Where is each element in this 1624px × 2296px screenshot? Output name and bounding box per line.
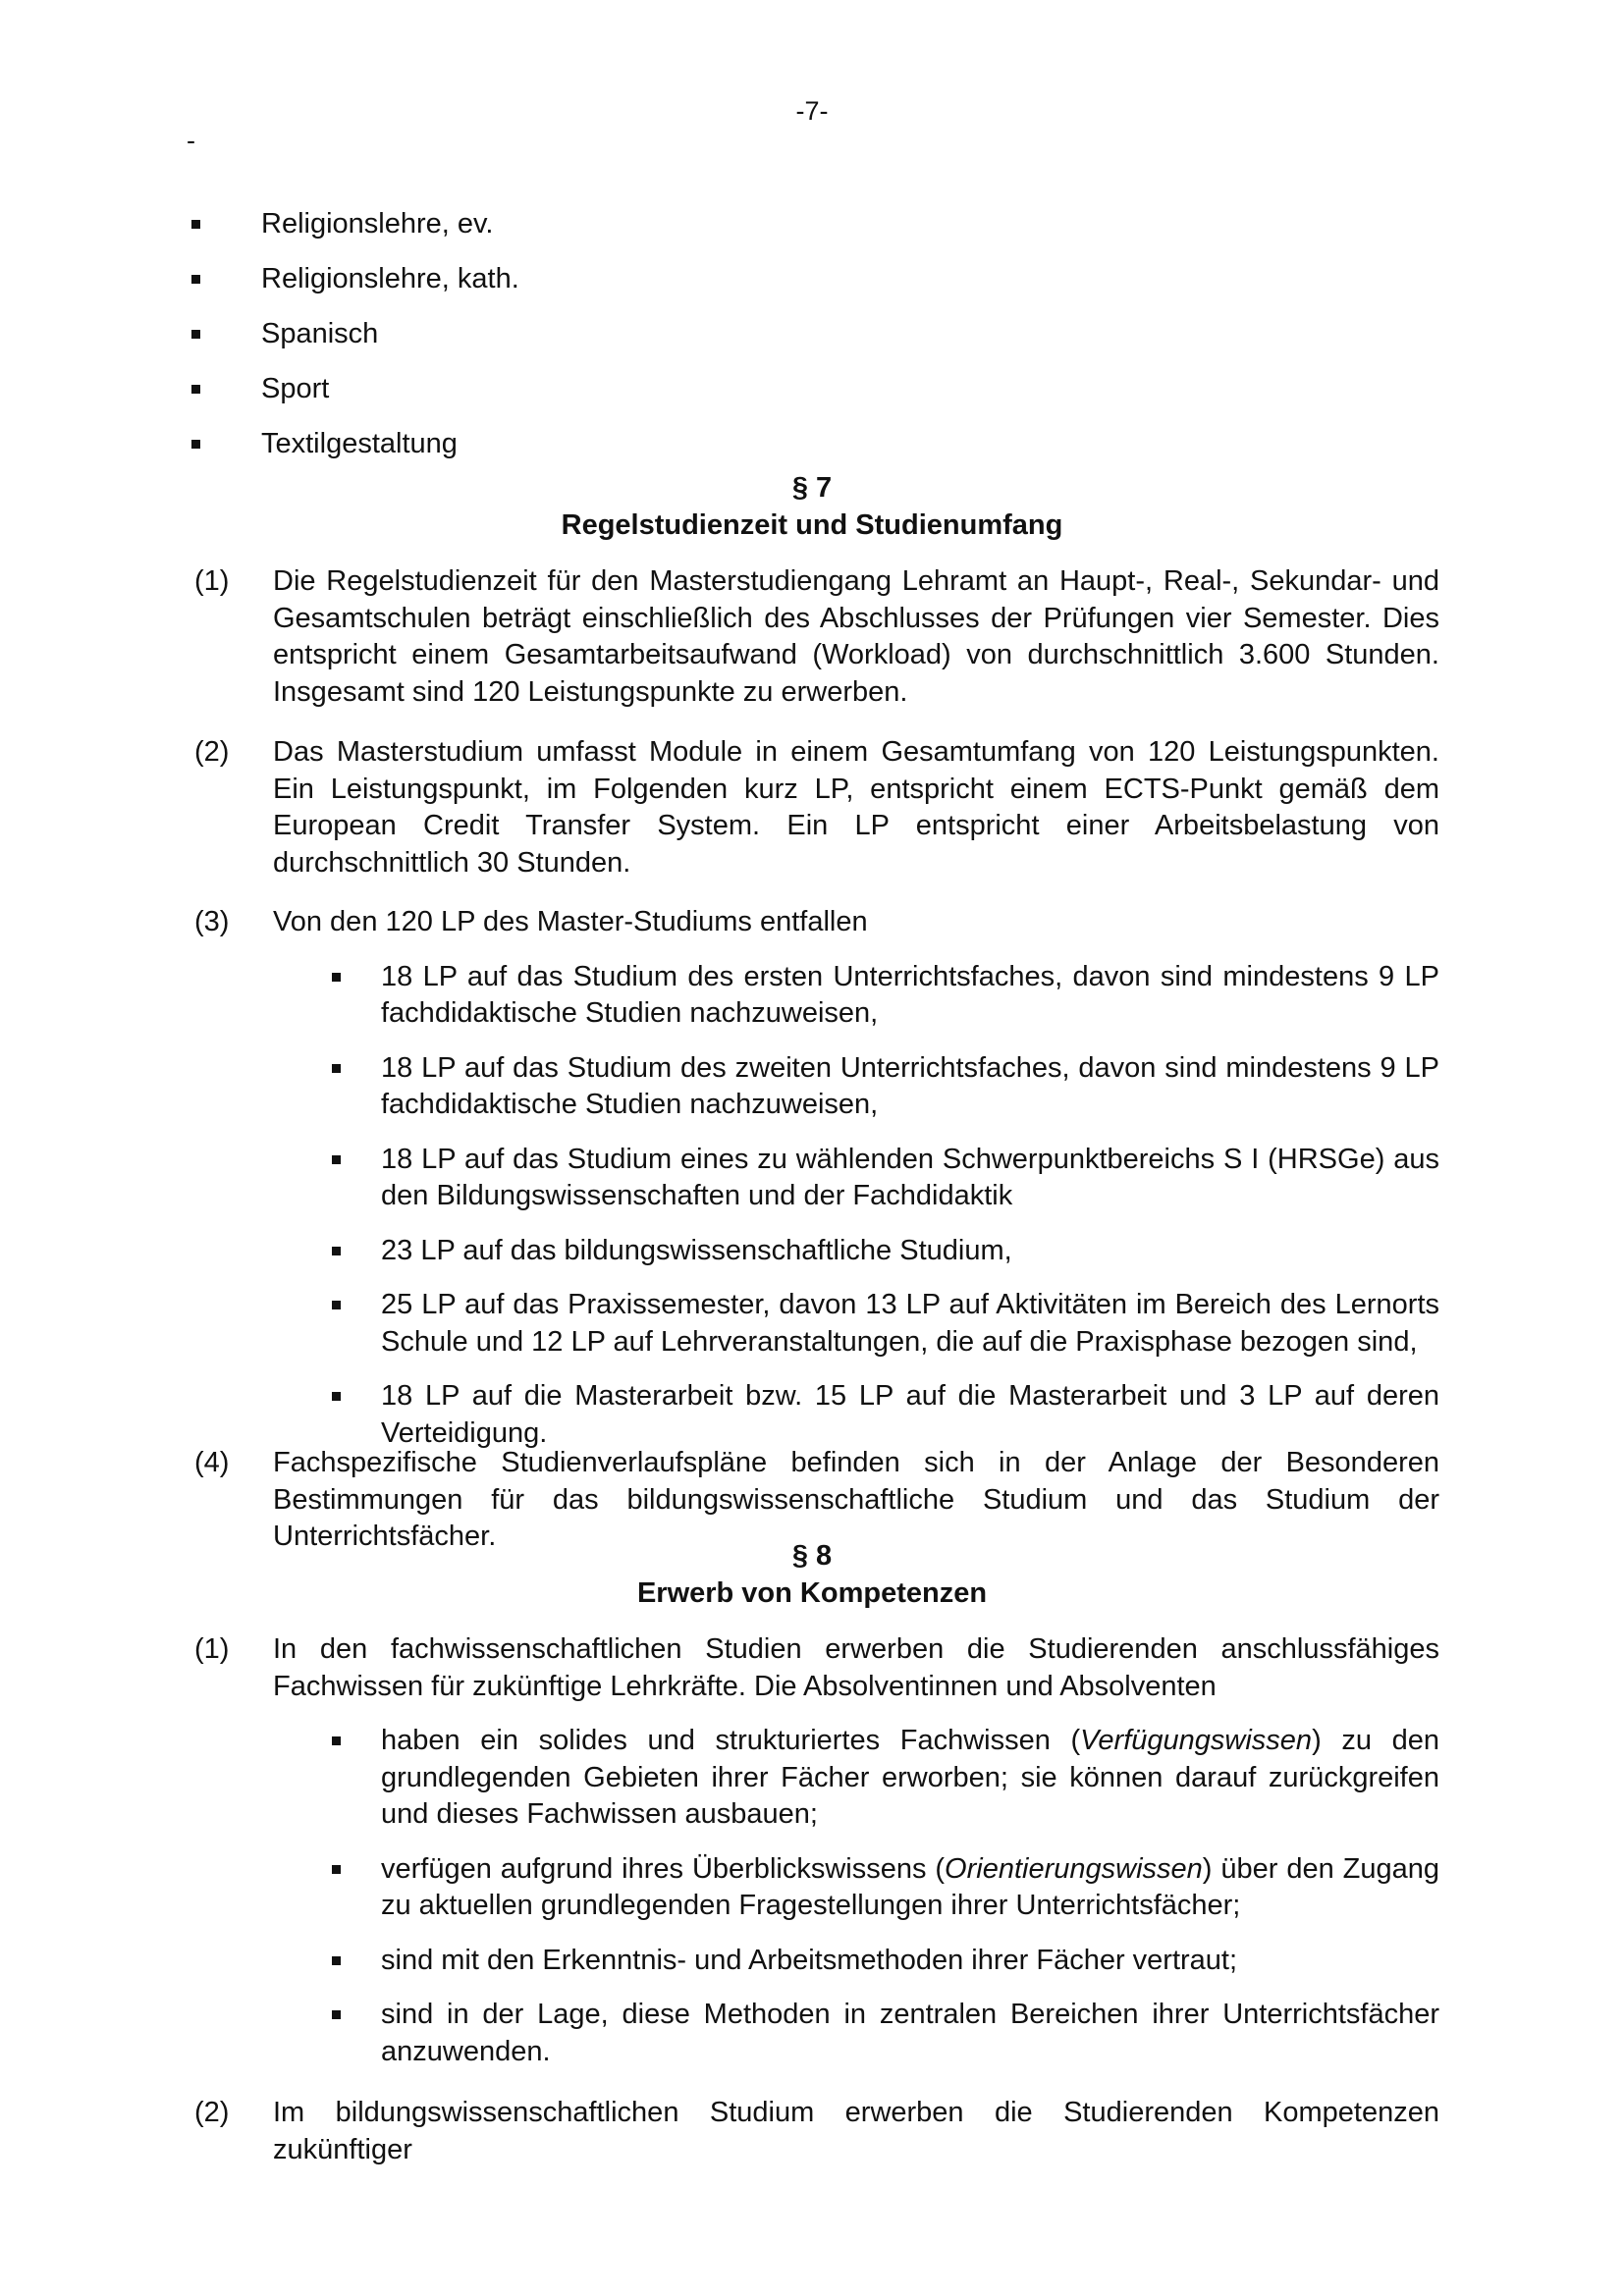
paragraph-8-1	[194, 1631, 1439, 2070]
square-bullet-icon	[191, 220, 200, 229]
list-item-text: Spanisch	[261, 317, 379, 349]
paragraph-text: In den fachwissenschaftlichen Studien erwerben die Studierenden anschlussfähiges Fachwissen für zukünftige Lehrkräfte. Die Absolventinnen und Absolventen	[273, 1633, 1439, 1702]
subject-list	[191, 196, 879, 471]
text-segment: ) zu den grundlegenden Gebieten ihrer Fächer erworben; sie können darauf zurückgreifen und dieses Fachwissen ausbauen;	[381, 1725, 1439, 1830]
list-item	[191, 416, 879, 471]
emphasis-text: Orientierungswissen	[945, 1852, 1203, 1885]
paragraph-7-3	[194, 904, 1439, 1452]
square-bullet-icon	[332, 1392, 341, 1401]
section-title: Erwerb von Kompetenzen	[636, 1577, 988, 1609]
square-bullet-icon	[332, 1865, 341, 1874]
list-item-text: Religionslehre, kath.	[261, 262, 519, 294]
square-bullet-icon	[332, 1155, 341, 1164]
paragraph-number: (1)	[194, 565, 230, 597]
text-segment: haben ein solides und strukturiertes Fachwissen (	[381, 1725, 1081, 1756]
square-bullet-icon	[332, 1736, 341, 1745]
section-symbol: § 7	[791, 472, 833, 504]
list-item-text: Religionslehre, ev.	[261, 207, 494, 240]
list-item-text: 18 LP auf das Studium des ersten Unterrichtsfaches, davon sind mindestens 9 LP fachdidaktische Studien nachzuweisen,	[381, 960, 1439, 1029]
paragraph-text: Das Masterstudium umfasst Module in einem Gesamtumfang von 120 Leistungspunkten. Ein Leistungspunkt, im Folgenden kurz LP, entspricht einem ECTS-Punkt gemäß dem European Credit Transfer System. Ein LP entspricht einer Arbeitsbelastung von durchschnittlich 30 Stunden.	[273, 736, 1439, 879]
paragraph-number: (1)	[194, 1633, 230, 1665]
square-bullet-icon	[191, 330, 200, 339]
paragraph-number: (4)	[194, 1447, 230, 1478]
dash-mark: -	[187, 126, 195, 155]
paragraph-number: (3)	[194, 906, 230, 937]
list-item-text	[381, 1943, 1439, 1980]
list-item-text: Sport	[261, 372, 330, 404]
list-item-text: 18 LP auf das Studium des zweiten Unterrichtsfaches, davon sind mindestens 9 LP fachdidaktische Studien nachzuweisen,	[381, 1051, 1439, 1120]
text-segment: ) über den Zugang zu aktuellen grundlegenden Fragestellungen ihrer Unterrichtsfächer;	[381, 1852, 1439, 1921]
paragraph-text: Von den 120 LP des Master-Studiums entfallen	[273, 906, 868, 937]
text-segment: sind mit den Erkenntnis- und Arbeitsmethoden ihrer Fächer vertraut;	[381, 1944, 1238, 1976]
section-8-heading	[0, 1537, 1624, 1612]
list-item	[332, 1723, 1439, 1834]
list-item-text: Textilgestaltung	[261, 427, 458, 459]
paragraph-text: Die Regelstudienzeit für den Masterstudiengang Lehramt an Haupt-, Real-, Sekundar- und Gesamtschulen beträgt einschließlich des Abschlusses der Prüfungen vier Semester. Dies entspricht einem Gesamtarbeitsaufwand (Workload) von durchschnittlich 3.600 Stunden. Insgesamt sind 120 Leistungspunkte zu erwerben.	[273, 565, 1439, 708]
list-item	[332, 1050, 1439, 1124]
list-item-text	[381, 1723, 1439, 1834]
square-bullet-icon	[191, 385, 200, 394]
paragraph-7-2	[194, 734, 1439, 881]
paragraph-number: (2)	[194, 2097, 230, 2128]
list-item-text: 25 LP auf das Praxissemester, davon 13 LP auf Aktivitäten im Bereich des Lernorts Schule und 12 LP auf Lehrveranstaltungen, die auf die Praxisphase bezogen sind,	[381, 1289, 1439, 1358]
list-item	[332, 1378, 1439, 1452]
list-item	[191, 196, 879, 251]
paragraph-7-1	[194, 563, 1439, 711]
square-bullet-icon	[332, 2010, 341, 2019]
list-item	[332, 1943, 1439, 1980]
square-bullet-icon	[332, 1301, 341, 1309]
list-item	[332, 1233, 1439, 1270]
square-bullet-icon	[191, 440, 200, 449]
text-segment: verfügen aufgrund ihres Überblickswissens (	[381, 1852, 946, 1885]
paragraph-text: Fachspezifische Studienverlaufspläne befinden sich in der Anlage der Besonderen Bestimmungen für das bildungswissenschaftliche Studium und das Studium der Unterrichtsfächer.	[273, 1447, 1439, 1552]
text-segment: sind in der Lage, diese Methoden in zentralen Bereichen ihrer Unterrichtsfächer anzuwenden.	[381, 1999, 1439, 2067]
list-item	[191, 361, 879, 416]
square-bullet-icon	[332, 1956, 341, 1965]
square-bullet-icon	[332, 1247, 341, 1255]
list-item	[332, 959, 1439, 1033]
section-title: Regelstudienzeit und Studienumfang	[561, 509, 1063, 541]
square-bullet-icon	[332, 1064, 341, 1073]
paragraph-text: Im bildungswissenschaftlichen Studium erwerben die Studierenden Kompetenzen zukünftiger	[273, 2097, 1439, 2165]
list-item	[191, 251, 879, 306]
list-item	[332, 1287, 1439, 1361]
list-item-text: 23 LP auf das bildungswissenschaftliche Studium,	[381, 1234, 1012, 1266]
emphasis-text: Verfügungswissen	[1080, 1725, 1313, 1756]
list-item	[332, 1851, 1439, 1925]
list-item-text	[381, 1997, 1439, 2070]
page-number: -7-	[795, 96, 829, 126]
section-7-heading	[0, 469, 1624, 544]
list-item	[191, 306, 879, 361]
section-symbol: § 8	[791, 1540, 833, 1572]
list-item	[332, 1997, 1439, 2070]
list-item-text	[381, 1851, 1439, 1925]
paragraph-8-2	[194, 2095, 1439, 2168]
square-bullet-icon	[191, 275, 200, 284]
paragraph-number: (2)	[194, 736, 230, 768]
list-item	[332, 1142, 1439, 1215]
list-item-text: 18 LP auf das Studium eines zu wählenden Schwerpunktbereichs S I (HRSGe) aus den Bildungswissenschaften und der Fachdidaktik	[381, 1143, 1439, 1211]
square-bullet-icon	[332, 973, 341, 982]
list-item-text: 18 LP auf die Masterarbeit bzw. 15 LP auf die Masterarbeit und 3 LP auf deren Verteidigung.	[381, 1380, 1439, 1449]
